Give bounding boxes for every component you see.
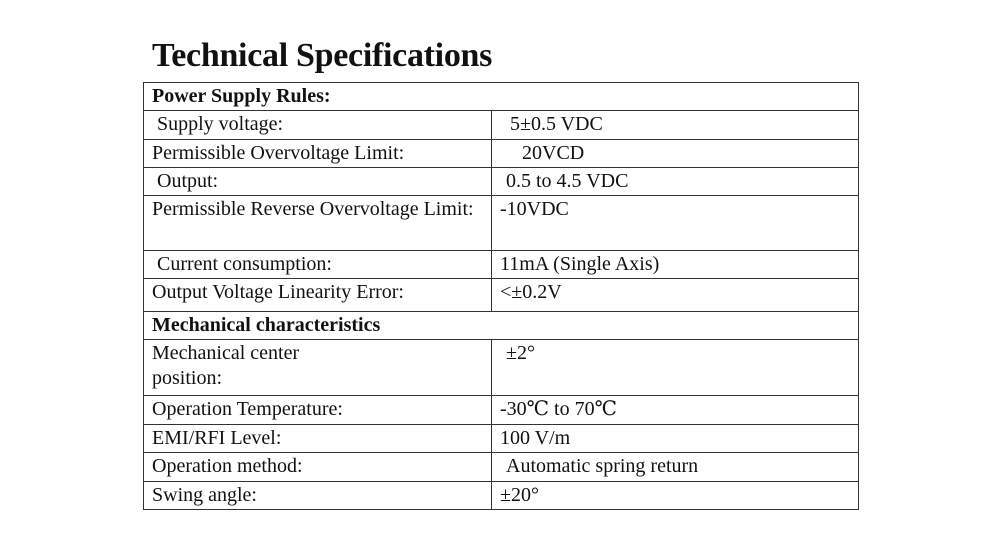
page-title: Technical Specifications bbox=[152, 37, 493, 74]
spec-label: Operation Temperature: bbox=[144, 396, 492, 425]
spec-value: -10VDC bbox=[492, 196, 859, 251]
spec-value: 20VCD bbox=[492, 140, 859, 168]
table-row bbox=[144, 111, 859, 140]
spec-label: Current consumption: bbox=[144, 251, 492, 279]
table-row bbox=[144, 140, 859, 168]
spec-label: Operation method: bbox=[144, 453, 492, 482]
table-row bbox=[144, 396, 859, 425]
spec-value: 0.5 to 4.5 VDC bbox=[492, 168, 859, 196]
table-row bbox=[144, 453, 859, 482]
section-header-row bbox=[144, 83, 859, 111]
spec-value: 5±0.5 VDC bbox=[492, 111, 859, 140]
table-row bbox=[144, 196, 859, 251]
spec-label: Permissible Reverse Overvoltage Limit: bbox=[144, 196, 492, 251]
spec-label: Supply voltage: bbox=[144, 111, 492, 140]
table-row bbox=[144, 168, 859, 196]
spec-label: Mechanical center position: bbox=[144, 340, 492, 396]
table-row bbox=[144, 279, 859, 312]
mechanical-heading: Mechanical characteristics bbox=[144, 312, 859, 340]
spec-label: Permissible Overvoltage Limit: bbox=[144, 140, 492, 168]
spec-value: <±0.2V bbox=[492, 279, 859, 312]
table-row bbox=[144, 482, 859, 510]
spec-label: EMI/RFI Level: bbox=[144, 425, 492, 453]
spec-label: Output Voltage Linearity Error: bbox=[144, 279, 492, 312]
section-header-row bbox=[144, 312, 859, 340]
spec-label: Swing angle: bbox=[144, 482, 492, 510]
spec-value: 100 V/m bbox=[492, 425, 859, 453]
table-row bbox=[144, 340, 859, 396]
table-row bbox=[144, 425, 859, 453]
table-row bbox=[144, 251, 859, 279]
spec-value: -30℃ to 70℃ bbox=[492, 396, 859, 425]
spec-value: ±20° bbox=[492, 482, 859, 510]
spec-label: Output: bbox=[144, 168, 492, 196]
spec-value: 11mA (Single Axis) bbox=[492, 251, 859, 279]
spec-value: Automatic spring return bbox=[492, 453, 859, 482]
spec-value: ±2° bbox=[492, 340, 859, 396]
power-supply-heading: Power Supply Rules: bbox=[144, 83, 859, 111]
specifications-table bbox=[143, 82, 859, 510]
